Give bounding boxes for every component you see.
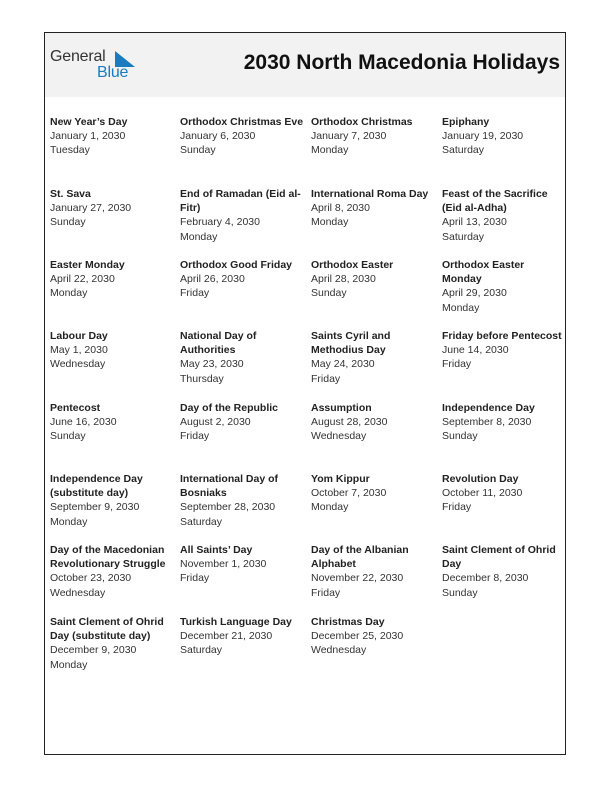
holiday-date: January 7, 2030 xyxy=(311,130,387,143)
holiday-date: May 24, 2030 xyxy=(311,358,375,371)
holiday-weekday: Monday xyxy=(50,658,88,671)
holiday-item xyxy=(442,543,566,600)
holiday-date: February 4, 2030 xyxy=(180,216,260,229)
holiday-weekday: Monday xyxy=(311,501,349,514)
holiday-name: International Day of Bosniaks xyxy=(180,473,279,500)
page-title: 2030 North Macedonia Holidays xyxy=(243,51,560,74)
holiday-name: Orthodox Christmas xyxy=(311,116,413,128)
holiday-item xyxy=(311,615,435,658)
holiday-weekday: Friday xyxy=(180,287,210,300)
holiday-weekday: Saturday xyxy=(180,515,223,528)
holiday-date: May 1, 2030 xyxy=(50,344,108,357)
holiday-weekday: Monday xyxy=(442,301,480,314)
holiday-weekday: Monday xyxy=(311,144,349,157)
holiday-item xyxy=(50,401,174,444)
holiday-item xyxy=(50,258,174,301)
holiday-name: Easter Monday xyxy=(50,259,125,271)
holiday-name: Day of the Macedonian Revolutionary Struggle xyxy=(50,544,166,571)
holiday-weekday: Monday xyxy=(50,287,88,300)
holiday-weekday: Friday xyxy=(442,501,472,514)
holiday-name: Labour Day xyxy=(50,330,108,342)
holiday-name: Feast of the Sacrifice (Eid al-Adha) xyxy=(442,188,548,215)
holiday-date: December 9, 2030 xyxy=(50,644,137,657)
holiday-name: Epiphany xyxy=(442,116,490,128)
holiday-weekday: Friday xyxy=(180,430,210,443)
holiday-weekday: Wednesday xyxy=(311,430,367,443)
holiday-name: Turkish Language Day xyxy=(180,616,292,628)
holiday-date: October 11, 2030 xyxy=(442,487,523,500)
logo-text-general: General xyxy=(50,48,106,65)
holiday-item xyxy=(442,258,566,315)
holiday-weekday: Tuesday xyxy=(50,144,90,157)
holiday-date: October 7, 2030 xyxy=(311,487,387,500)
holiday-name: Yom Kippur xyxy=(311,473,370,485)
holiday-date: January 27, 2030 xyxy=(50,202,132,215)
holiday-date: December 8, 2030 xyxy=(442,572,529,585)
holiday-date: June 16, 2030 xyxy=(50,416,117,429)
holiday-name: Day of the Republic xyxy=(180,402,279,414)
holiday-name: St. Sava xyxy=(50,188,91,200)
holiday-date: April 13, 2030 xyxy=(442,216,507,229)
holiday-name: Orthodox Easter Monday xyxy=(442,259,525,286)
holiday-item xyxy=(311,472,435,515)
holiday-weekday: Friday xyxy=(311,372,341,385)
holiday-weekday: Sunday xyxy=(311,287,347,300)
holiday-name: Christmas Day xyxy=(311,616,385,628)
holiday-weekday: Wednesday xyxy=(50,586,106,599)
holiday-weekday: Monday xyxy=(50,515,88,528)
holiday-weekday: Friday xyxy=(442,358,472,371)
holiday-date: January 6, 2030 xyxy=(180,130,256,143)
holiday-weekday: Friday xyxy=(311,586,341,599)
holiday-name: National Day of Authorities xyxy=(180,330,257,357)
holiday-item xyxy=(180,543,304,586)
holiday-item xyxy=(180,329,304,386)
holiday-date: April 22, 2030 xyxy=(50,273,115,286)
holiday-item xyxy=(311,187,435,230)
holiday-item xyxy=(442,115,566,158)
holiday-date: October 23, 2030 xyxy=(50,572,132,585)
generalblue-logo xyxy=(50,48,140,84)
holiday-item xyxy=(50,115,174,158)
holiday-date: August 28, 2030 xyxy=(311,416,388,429)
holiday-name: Assumption xyxy=(311,402,372,414)
holiday-name: Independence Day xyxy=(442,402,535,414)
holiday-date: December 25, 2030 xyxy=(311,630,404,643)
holiday-item xyxy=(50,329,174,372)
holiday-date: December 21, 2030 xyxy=(180,630,273,643)
holiday-item xyxy=(180,187,304,244)
holiday-item xyxy=(311,401,435,444)
holiday-name: Orthodox Easter xyxy=(311,259,394,271)
holiday-date: September 9, 2030 xyxy=(50,501,140,514)
holiday-name: Saints Cyril and Methodius Day xyxy=(311,330,391,357)
holiday-weekday: Monday xyxy=(311,216,349,229)
holiday-date: September 8, 2030 xyxy=(442,416,532,429)
holiday-item xyxy=(311,329,435,386)
header xyxy=(45,33,565,97)
holiday-item xyxy=(442,401,566,444)
holiday-item xyxy=(180,258,304,301)
holiday-date: April 28, 2030 xyxy=(311,273,376,286)
holiday-weekday: Sunday xyxy=(50,216,86,229)
holiday-date: November 1, 2030 xyxy=(180,558,267,571)
holiday-date: May 23, 2030 xyxy=(180,358,244,371)
holiday-weekday: Thursday xyxy=(180,372,224,385)
holiday-name: End of Ramadan (Eid al-Fitr) xyxy=(180,188,301,215)
holiday-weekday: Sunday xyxy=(180,144,216,157)
holiday-date: April 29, 2030 xyxy=(442,287,507,300)
holiday-date: June 14, 2030 xyxy=(442,344,509,357)
holiday-weekday: Saturday xyxy=(180,644,223,657)
holiday-item xyxy=(180,401,304,444)
holiday-name: Day of the Albanian Alphabet xyxy=(311,544,409,571)
holiday-item xyxy=(50,543,174,600)
holiday-weekday: Friday xyxy=(180,572,210,585)
holiday-name: Saint Clement of Ohrid Day (substitute day) xyxy=(50,616,164,643)
holiday-date: January 1, 2030 xyxy=(50,130,126,143)
holiday-date: April 8, 2030 xyxy=(311,202,370,215)
holiday-name: Revolution Day xyxy=(442,473,519,485)
holiday-weekday: Monday xyxy=(180,230,218,243)
holiday-date: August 2, 2030 xyxy=(180,416,251,429)
holiday-weekday: Wednesday xyxy=(50,358,106,371)
holiday-name: International Roma Day xyxy=(311,188,429,200)
holiday-item xyxy=(311,543,435,600)
holiday-weekday: Saturday xyxy=(442,230,485,243)
holiday-name: Orthodox Christmas Eve xyxy=(180,116,304,128)
holiday-name: Friday before Pentecost xyxy=(442,330,562,342)
holiday-name: Orthodox Good Friday xyxy=(180,259,292,271)
holiday-name: Independence Day (substitute day) xyxy=(50,473,143,500)
holiday-item xyxy=(311,258,435,301)
holiday-weekday: Sunday xyxy=(50,430,86,443)
holiday-item xyxy=(50,187,174,230)
holiday-item xyxy=(50,472,174,529)
holiday-item xyxy=(311,115,435,158)
holiday-weekday: Wednesday xyxy=(311,644,367,657)
holiday-item xyxy=(50,615,174,672)
holiday-name: New Year’s Day xyxy=(50,116,128,128)
holiday-name: Pentecost xyxy=(50,402,101,414)
holiday-date: November 22, 2030 xyxy=(311,572,404,585)
holiday-weekday: Sunday xyxy=(442,586,478,599)
holiday-item xyxy=(442,472,566,515)
holiday-item xyxy=(180,472,304,529)
page-frame xyxy=(44,32,566,755)
logo-text-blue: Blue xyxy=(97,64,129,81)
holiday-name: All Saints’ Day xyxy=(180,544,253,556)
holiday-date: April 26, 2030 xyxy=(180,273,245,286)
holiday-weekday: Saturday xyxy=(442,144,485,157)
holiday-item xyxy=(180,115,304,158)
holiday-date: September 28, 2030 xyxy=(180,501,276,514)
holiday-date: January 19, 2030 xyxy=(442,130,524,143)
holiday-item xyxy=(442,329,566,372)
holiday-name: Saint Clement of Ohrid Day xyxy=(442,544,556,571)
holiday-item xyxy=(180,615,304,658)
holiday-weekday: Sunday xyxy=(442,430,478,443)
holiday-item xyxy=(442,187,566,244)
